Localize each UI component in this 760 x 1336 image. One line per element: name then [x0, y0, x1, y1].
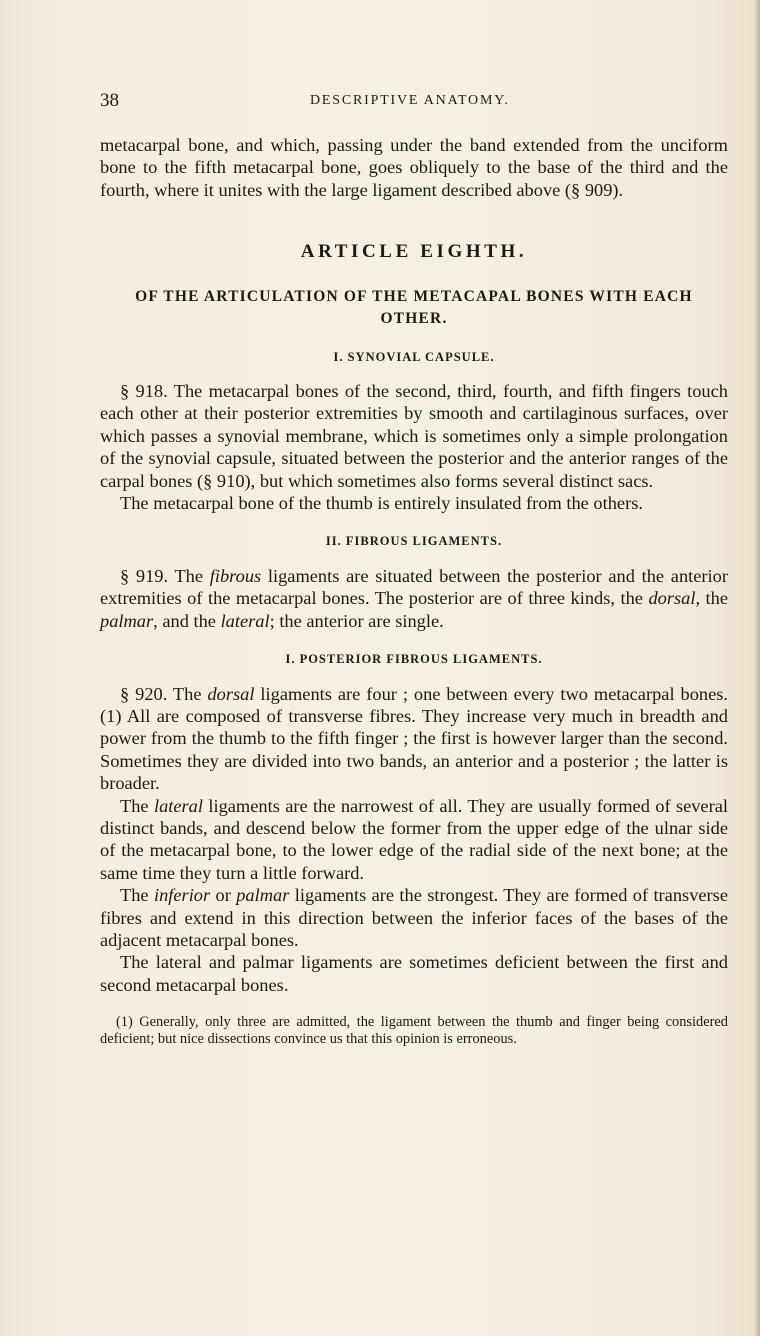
article-subtitle: OF THE ARTICULATION OF THE METACAPAL BONES WITH EACH OTHER.: [135, 287, 693, 327]
text-run: ; the anterior are single.: [269, 610, 444, 631]
italic-term: palmar: [236, 885, 290, 906]
section-heading-synovial: I. SYNOVIAL CAPSULE.: [333, 349, 495, 364]
italic-term: dorsal: [207, 683, 255, 704]
text-run: ligaments are situated between the posterior and the anterior extremities of the metacarpal bones. The posterior are of three kinds, the: [100, 565, 728, 609]
paragraph-919: [100, 565, 728, 632]
running-title: DESCRIPTIVE ANATOMY.: [310, 93, 510, 108]
page-number: 38: [100, 90, 119, 111]
paragraph-inferior: [100, 884, 728, 951]
paragraph-thumb: The metacarpal bone of the thumb is entirely insulated from the others.: [120, 493, 643, 514]
italic-term: dorsal: [648, 588, 696, 609]
text-run: ligaments are the narrowest of all. They are usually formed of several distinct bands, and descend below the former from the upper edge of the ulnar side of the metacarpal bone, to the lower edge of the radial side of the next bone; at the same time they turn a little forward.: [100, 795, 728, 883]
text-run: § 920. The: [120, 683, 208, 704]
section-heading-posterior: I. POSTERIOR FIBROUS LIGAMENTS.: [285, 652, 543, 667]
running-head: [100, 90, 740, 116]
section-heading-fibrous: II. FIBROUS LIGAMENTS.: [325, 534, 503, 549]
footnote: [100, 1014, 728, 1047]
text-run: The: [120, 795, 154, 816]
text-run: The: [120, 885, 154, 906]
paragraph-lateral: [100, 795, 728, 885]
text-run: , and the: [153, 610, 221, 631]
paragraph-deficient: The lateral and palmar ligaments are sometimes deficient between the first and second metacarpal bones.: [100, 952, 728, 995]
page-edge-shadow: [754, 0, 760, 1336]
italic-term: lateral: [220, 610, 270, 631]
text-run: or: [210, 885, 237, 906]
italic-term: lateral: [153, 795, 203, 816]
italic-term: inferior: [153, 885, 211, 906]
article-title: ARTICLE EIGHTH.: [300, 241, 528, 263]
text-run: § 919. The: [120, 565, 210, 586]
text-run: ligaments are the strongest. They are formed of transverse fibres and extend in this direction between the inferior faces of the bases of the adjacent metacarpal bones.: [100, 885, 728, 950]
italic-term: fibrous: [209, 565, 262, 586]
intro-paragraph: metacarpal bone, and which, passing under the band extended from the unciform bone to the fifth metacarpal bone, goes obliquely to the base of the third and the fourth, where it unites with the large ligament described above (§ 909).: [100, 135, 728, 200]
text-run: ligaments are four ; one between every two metacarpal bones.(1) All are composed of transverse fibres. They increase very much in breadth and power from the thumb to the fifth finger ; the first is however larger than the second. Sometimes they are divided into two bands, an anterior and a posterior ; the latter is broader.: [100, 683, 728, 794]
paragraph-920: [100, 683, 728, 795]
footnote-text: (1) Generally, only three are admitted, the ligament between the thumb and finger being considered deficient; but nice dissections convince us that this opinion is erroneous.: [100, 1014, 728, 1047]
text-run: , the: [695, 588, 728, 609]
italic-term: palmar: [100, 610, 154, 631]
paragraph-918: § 918. The metacarpal bones of the second, third, fourth, and fifth fingers touch each other at their posterior extremities by smooth and cartilaginous surfaces, over which passes a synovial membrane, which is sometimes only a simple prolongation of the synovial capsule, situated between the posterior and the anterior ranges of the carpal bones (§ 910), but which sometimes also forms several distinct sacs.: [100, 381, 728, 491]
body-text: [100, 134, 728, 1047]
